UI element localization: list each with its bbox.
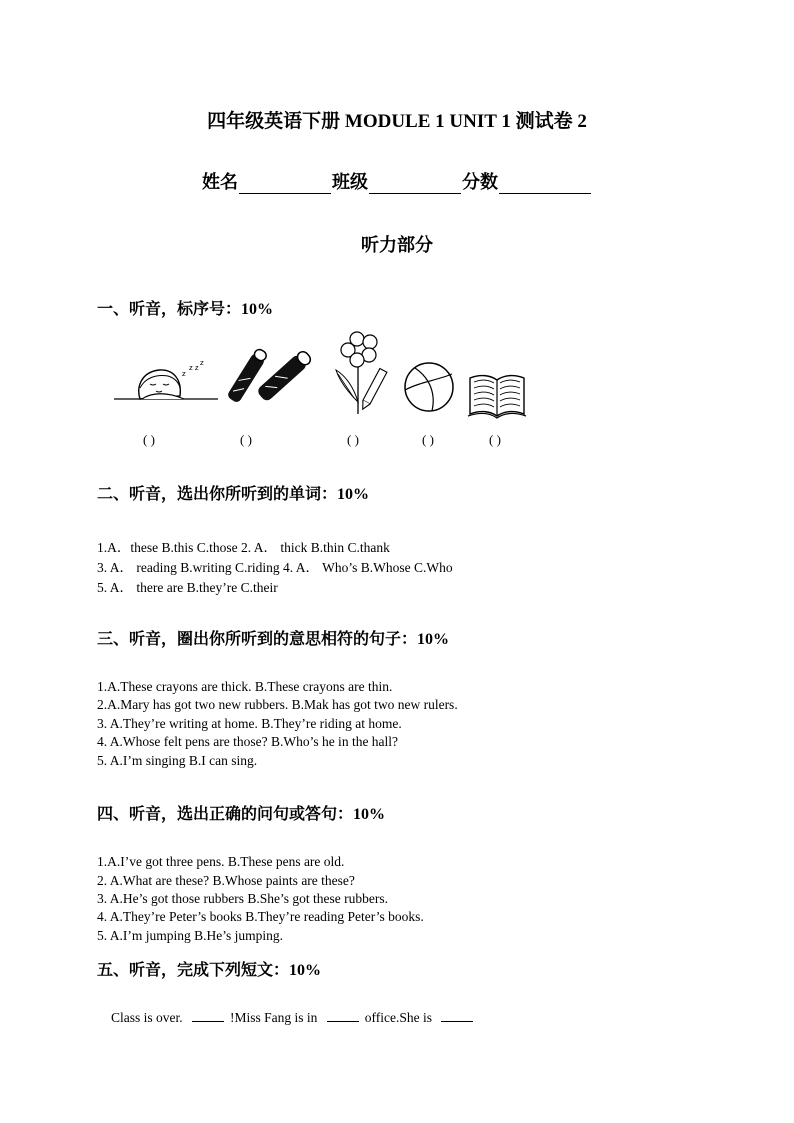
section-3-title: 三、听音，圈出你所听到的意思相符的句子：10% xyxy=(97,631,450,648)
s5-passage xyxy=(111,1009,479,1026)
student-info-row xyxy=(0,168,794,194)
s3-line-1: 1.A.These crayons are thick. B.These crayons are thin. xyxy=(97,679,393,694)
name-blank[interactable] xyxy=(239,175,331,194)
s5-blank-3[interactable] xyxy=(441,1009,473,1022)
s2-line-3: 5. A． there are B.they’re C.their xyxy=(97,580,278,595)
name-label: 姓名 xyxy=(202,172,238,192)
answer-paren-3[interactable]: ( ) xyxy=(347,432,359,447)
s2-line-2: 3. A． reading B.writing C.riding 4. A． Who’s B.Whose C.Who xyxy=(97,560,453,575)
section-1-title: 一、听音，标序号：10% xyxy=(97,301,274,318)
svg-text:z: z xyxy=(200,359,204,367)
ball-picture xyxy=(402,360,456,414)
score-label: 分数 xyxy=(462,172,498,192)
s4-line-2: 2. A.What are these? B.Whose paints are these? xyxy=(97,873,355,888)
answer-paren-2[interactable]: ( ) xyxy=(240,432,252,447)
s5-text-3: office.She is xyxy=(364,1010,433,1025)
score-blank[interactable] xyxy=(499,175,591,194)
answer-paren-4[interactable]: ( ) xyxy=(422,432,434,447)
s5-text-2: !Miss Fang is in xyxy=(230,1010,318,1025)
s5-text-1: Class is over. xyxy=(111,1010,183,1025)
class-label: 班级 xyxy=(332,172,368,192)
page-title: 四年级英语下册 MODULE 1 UNIT 1 测试卷 2 xyxy=(207,111,587,132)
s5-blank-1[interactable] xyxy=(192,1009,224,1022)
class-blank[interactable] xyxy=(369,175,461,194)
s5-blank-2[interactable] xyxy=(327,1009,359,1022)
s3-line-4: 4. A.Whose felt pens are those? B.Who’s he in the hall? xyxy=(97,734,399,749)
svg-text:z: z xyxy=(182,370,186,378)
section-5-title: 五、听音，完成下列短文：10% xyxy=(97,962,322,979)
sleeping-child-picture xyxy=(112,358,222,404)
answer-paren-5[interactable]: ( ) xyxy=(489,432,501,447)
flower-and-pen-picture xyxy=(334,330,392,416)
part-title: 听力部分 xyxy=(361,235,433,255)
answer-paren-1[interactable]: ( ) xyxy=(143,432,155,447)
s4-line-4: 4. A.They’re Peter’s books B.They’re reading Peter’s books. xyxy=(97,909,424,924)
s3-line-5: 5. A.I’m singing B.I can sing. xyxy=(97,753,258,768)
svg-text:z z: z z xyxy=(189,364,199,372)
s4-line-5: 5. A.I’m jumping B.He’s jumping. xyxy=(97,928,284,943)
section-2-title: 二、听音，选出你所听到的单词：10% xyxy=(97,486,370,503)
s4-line-3: 3. A.He’s got those rubbers B.She’s got these rubbers. xyxy=(97,891,388,906)
section-4-title: 四、听音，选出正确的问句或答句：10% xyxy=(97,806,386,823)
s2-line-1: 1.A．these B.this C.those 2. A． thick B.thin C.thank xyxy=(97,540,390,555)
crayons-picture xyxy=(224,338,316,410)
s3-line-2: 2.A.Mary has got two new rubbers. B.Mak has got two new rulers. xyxy=(97,697,458,712)
book-picture xyxy=(466,372,528,420)
s3-line-3: 3. A.They’re writing at home. B.They’re riding at home. xyxy=(97,716,402,731)
s4-line-1: 1.A.I’ve got three pens. B.These pens are old. xyxy=(97,854,345,869)
